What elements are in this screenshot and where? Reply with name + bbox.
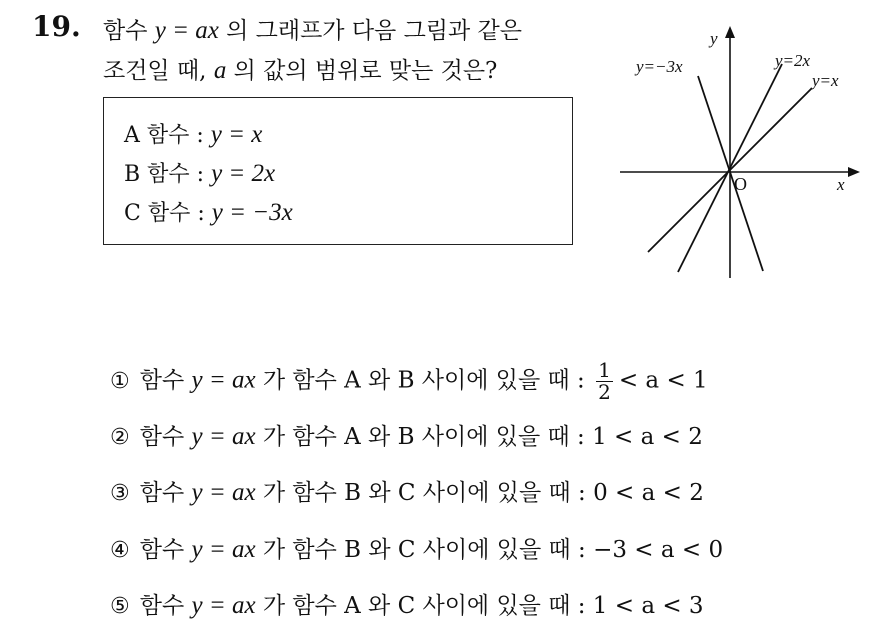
option-2[interactable]: ② 함수 y = ax 가 함수 A 와 B 사이에 있을 때 : 1 < a < 2 (110, 423, 703, 450)
y-axis-label: y (710, 29, 718, 48)
option-3[interactable]: ③ 함수 y = ax 가 함수 B 와 C 사이에 있을 때 : 0 < a < 2 (110, 479, 704, 506)
label-y-eq-2x: y=2x (775, 51, 811, 70)
option-marker: ② (110, 425, 130, 450)
option-4[interactable]: ④ 함수 y = ax 가 함수 B 와 C 사이에 있을 때 : −3 < a < 0 (110, 536, 724, 563)
x-axis-arrow-icon (848, 167, 860, 177)
function-graph (610, 20, 870, 285)
option-marker: ④ (110, 538, 130, 563)
origin-label: O (734, 174, 747, 194)
option-5[interactable]: ⑤ 함수 y = ax 가 함수 A 와 C 사이에 있을 때 : 1 < a < 3 (110, 592, 704, 619)
label-y-eq-neg3x: y=−3x (636, 57, 683, 76)
fraction: $\frac{1}{2}$ (598, 358, 611, 404)
condition-c: C 함수 : y = −3x (124, 199, 293, 226)
label-y-eq-x: y=x (812, 71, 839, 90)
question-text-line1: 함수 y = ax 의 그래프가 다음 그림과 같은 (103, 17, 522, 44)
question-number: 19. (32, 10, 81, 43)
condition-a: A 함수 : y = x (124, 121, 263, 148)
condition-b: B 함수 : y = 2x (124, 160, 276, 187)
question-text-line2: 조건일 때, a 의 값의 범위로 맞는 것은? (103, 57, 498, 84)
option-1[interactable]: ① 함수 y = ax 가 함수 A 와 B 사이에 있을 때 : $\frac{1}{2}$ < a < 1 (110, 358, 708, 404)
x-axis-label: x (837, 175, 845, 194)
y-axis-arrow-icon (725, 26, 735, 38)
option-marker: ③ (110, 481, 130, 506)
option-marker: ① (110, 368, 130, 394)
option-marker: ⑤ (110, 594, 130, 619)
